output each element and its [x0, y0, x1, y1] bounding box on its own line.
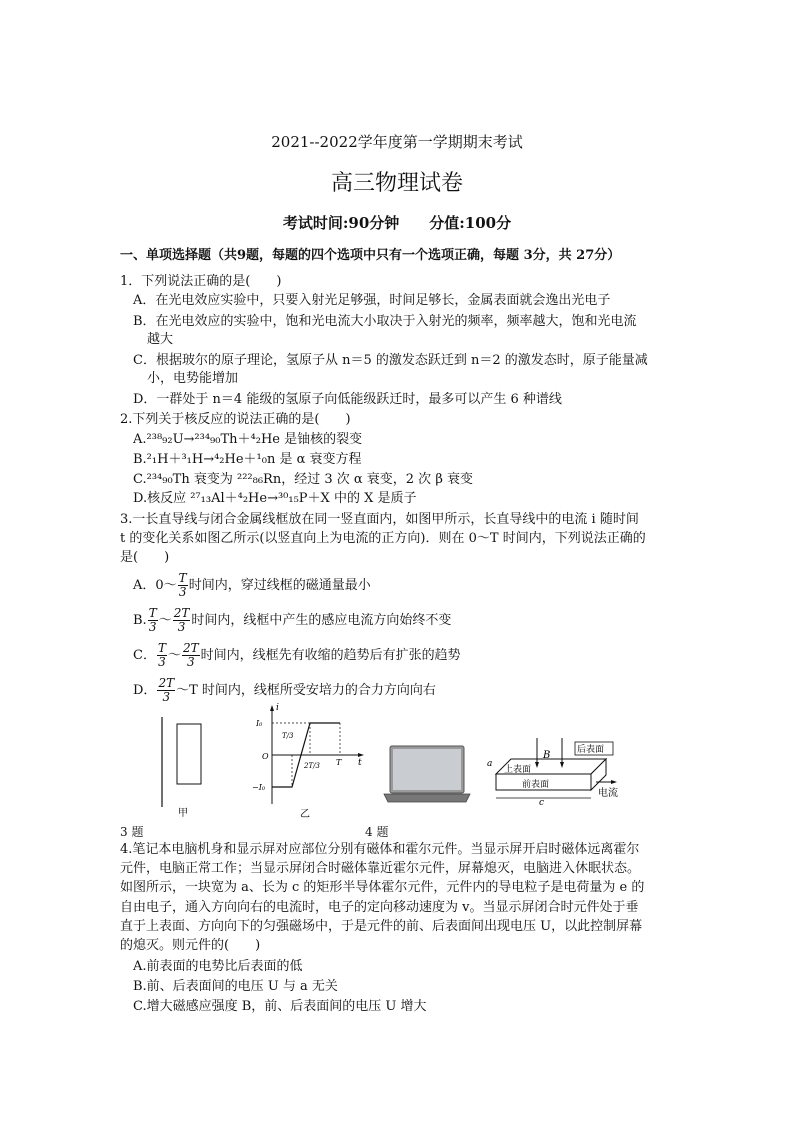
exam-year-line: 2021--2022学年度第一学期期末考试 [271, 133, 523, 151]
fig-jia-label: 甲 [178, 808, 188, 819]
hall-top-label: 上表面 [504, 765, 532, 775]
graph-t3-label: T/3 [282, 732, 294, 740]
q2-option-b: B.²₁H＋³₁H→⁴₂He＋¹₀n 是 α 衰变方程 [133, 452, 362, 467]
q3-option-c: C． $\frac{T}{3}$ ～ $\frac{2T}{3}$ 时间内，线框先有收缩的趋势后有扩张的趋势 [133, 641, 461, 669]
q3-option-d [133, 677, 436, 704]
q1-option-b-cont: 越大 [147, 332, 174, 347]
fraction: $\frac{2T}{3}$ [158, 676, 175, 704]
graph-i0-label: I₀ [256, 719, 263, 728]
q1-option-b: B．在光电效应的实验中，饱和光电流大小取决于入射光的频率，频率越大，饱和光电流 [133, 314, 637, 329]
laptop-base [384, 794, 470, 802]
exam-info: 考试时间:90分钟 分值:100分 [282, 214, 512, 232]
q3-a-prefix: A．0～ [133, 578, 177, 593]
i-axis-arrow [270, 705, 274, 711]
graph-2t3-label: 2T/3 [304, 762, 320, 770]
q3-d-prefix: D． [133, 683, 157, 698]
hall-a-label: a [487, 759, 493, 769]
q3-b-text: 时间内，线框中产生的感应电流方向始终不变 [191, 613, 452, 628]
laptop-picture [382, 744, 472, 806]
figure-jia [150, 712, 220, 822]
q3-c-prefix: C． [133, 648, 156, 663]
q4-stem-line4: 自由电子，通入方向向右的电流时，电子的定向移动速度为 v。当显示屏闭合时元件处于垂 [120, 900, 639, 915]
graph-neg-i0-label: −I₀ [252, 783, 266, 792]
q3-stem-line2: t 的变化关系如图乙所示(以竖直向上为电流的正方向)．则在 0～T 时间内，下列说法正确的 [120, 531, 646, 546]
graph-i-label: i [276, 703, 279, 713]
q2-option-a: A.²³⁸₉₂U→²³⁴₉₀Th＋⁴₂He 是铀核的裂变 [133, 432, 363, 447]
q1-option-c: C．根据玻尔的原子理论，氢原子从 n＝5 的激发态跃迁到 n＝2 的激发态时，原子能量减 [133, 353, 648, 368]
figure-yi-graph [250, 702, 370, 822]
wire-loop [177, 724, 201, 784]
fraction: $\frac{T}{3}$ [157, 641, 166, 669]
laptop-screen [393, 749, 461, 790]
q1-option-d: D．一群处于 n＝4 能级的氢原子向低能级跃迁时，最多可以产生 6 种谱线 [133, 392, 562, 407]
fig-yi-label: 乙 [300, 809, 310, 820]
q1-stem: 1．下列说法正确的是( ) [120, 274, 282, 289]
t-axis-arrow [358, 753, 364, 757]
q4-option-a: A.前表面的电势比后表面的低 [133, 959, 303, 974]
graph-origin-label: O [262, 752, 269, 761]
q2-option-c: C.²³⁴₉₀Th 衰变为 ²²²₈₆Rn，经过 3 次 α 衰变，2 次 β 衰变 [133, 472, 473, 487]
graph-t-label: t [358, 758, 362, 768]
q4-stem-line1: 4.笔记本电脑机身和显示屏对应部位分别有磁体和霍尔元件。当显示屏开启时磁体远离霍尔 [120, 842, 640, 857]
hall-current-label: 电流 [598, 788, 618, 799]
q4-stem-line3: 如图所示，一块宽为 a、长为 c 的矩形半导体霍尔元件，元件内的导电粒子是电荷量为 e 的 [120, 880, 645, 895]
q3-option-a [133, 572, 371, 599]
exam-title: 高三物理试卷 [330, 171, 463, 196]
current-arrow-head [611, 780, 617, 784]
fraction: $\frac{2T}{3}$ [173, 606, 190, 634]
fraction: $\frac{T}{3}$ [178, 571, 187, 599]
q4-option-c: C.增大磁感应强度 B，前、后表面间的电压 U 增大 [133, 999, 427, 1014]
fraction: $\frac{T}{3}$ [148, 606, 157, 634]
hall-front-label: 前表面 [522, 780, 550, 790]
q3-a-text: 时间内，穿过线框的磁通量最小 [188, 578, 371, 593]
q1-option-a: A．在光电效应实验中，只要入射光足够强，时间足够长，金属表面就会逸出光电子 [133, 293, 611, 308]
section-heading: 一、单项选择题（共9题，每题的四个选项中只有一个选项正确，每题 3分，共 27分） [120, 248, 621, 263]
graph-T-label: T [336, 758, 342, 767]
q3-stem-line1: 3.一长直导线与闭合金属线框放在同一竖直面内，如图甲所示，长直导线中的电流 i 随时间 [120, 512, 639, 527]
hall-back-label: 后表面 [577, 745, 605, 755]
q4-option-b: B.前、后表面间的电压 U 与 a 无关 [133, 979, 338, 994]
hall-b-label: B [543, 750, 551, 761]
q1-option-c-cont: 小，电势能增加 [147, 371, 239, 386]
hall-c-label: c [539, 798, 545, 806]
q3-stem-line3: 是( ) [120, 550, 170, 565]
q4-figure-caption: 4 题 [365, 825, 389, 839]
q3-figure-caption: 3 题 [120, 825, 144, 839]
q3-d-text: ～T 时间内，线框所受安培力的合力方向向右 [176, 683, 436, 698]
q2-stem: 2.下列关于核反应的说法正确的是( ) [120, 412, 351, 427]
q4-stem-line5: 直于上表面、方向向下的匀强磁场中，于是元件的前、后表面间出现电压 U，以此控制屏幕 [120, 919, 643, 934]
q2-option-d: D.核反应 ²⁷₁₃Al＋⁴₂He→³⁰₁₅P＋X 中的 X 是质子 [133, 491, 417, 506]
fraction: $\frac{2T}{3}$ [182, 641, 199, 669]
q3-option-b: B. $\frac{T}{3}$ ～ $\frac{2T}{3}$ 时间内，线框中产生的感应电流方向始终不变 [133, 606, 452, 634]
hall-element-figure [484, 736, 654, 806]
q4-stem-line2: 元件，电脑正常工作；当显示屏闭合时磁体靠近霍尔元件，屏幕熄灭，电脑进入休眠状态。 [120, 861, 641, 876]
q4-stem-line6: 的熄灭。则元件的( ) [120, 938, 261, 953]
q3-c-text: 时间内，线框先有收缩的趋势后有扩张的趋势 [200, 648, 461, 663]
q3-b-prefix: B. [133, 613, 147, 628]
